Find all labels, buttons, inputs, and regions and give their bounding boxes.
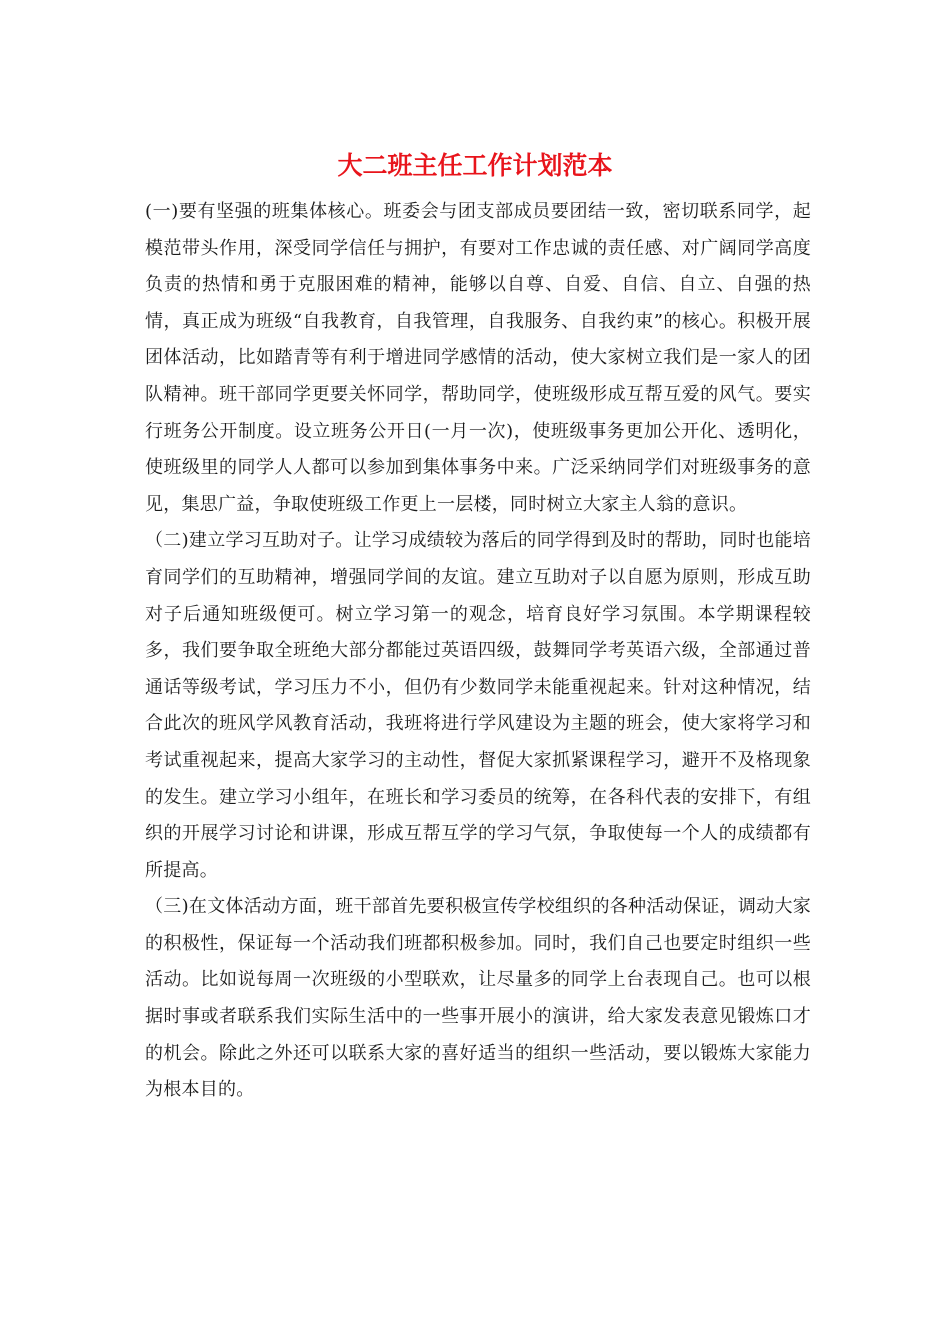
document-title: 大二班主任工作计划范本 [337,151,613,180]
paragraph-1: (一)要有坚强的班集体核心。班委会与团支部成员要团结一致，密切联系同学，起模范带头作用，深受同学信任与拥护，有要对工作忠诚的责任感、对广阔同学高度负责的热情和勇于克服困难的精神，能够以自尊、自爱、自信、自立、自强的热情，真正成为班级“自我教育，自我管理，自我服务、自我约束”的核心。积极开展团体活动，比如踏青等有利于增进同学感情的活动，使大家树立我们是一家人的团队精神。班干部同学更要关怀同学，帮助同学，使班级形成互帮互爱的风气。要实行班务公开制度。设立班务公开日(一月一次)，使班级事务更加公开化、透明化，使班级里的同学人人都可以参加到集体事务中来。广泛采纳同学们对班级事务的意见，集思广益，争取使班级工作更上一层楼，同时树立大家主人翁的意识。 [145,201,811,515]
paragraph-3: （三)在文体活动方面，班干部首先要积极宣传学校组织的各种活动保证，调动大家的积极性，保证每一个活动我们班都积极参加。同时，我们自己也要定时组织一些活动。比如说每周一次班级的小型联欢，让尽量多的同学上台表现自己。也可以根据时事或者联系我们实际生活中的一些事开展小的演讲，给大家发表意见锻炼口才的机会。除此之外还可以联系大家的喜好适当的组织一些活动，要以锻炼大家能力为根本目的。 [145,896,811,1101]
document-body [145,194,811,1109]
paragraph-2: （二)建立学习互助对子。让学习成绩较为落后的同学得到及时的帮助，同时也能培育同学们的互助精神，增强同学间的友谊。建立互助对子以自愿为原则，形成互助对子后通知班级便可。树立学习第一的观念，培育良好学习氛围。本学期课程较多，我们要争取全班绝大部分都能过英语四级，鼓舞同学考英语六级，全部通过普通话等级考试，学习压力不小，但仍有少数同学未能重视起来。针对这种情况，结合此次的班风学风教育活动，我班将进行学风建设为主题的班会，使大家将学习和考试重视起来，提高大家学习的主动性，督促大家抓紧课程学习，避开不及格现象的发生。建立学习小组年，在班长和学习委员的统筹，在各科代表的安排下，有组织的开展学习讨论和讲课，形成互帮互学的学习气氛，争取使每一个人的成绩都有所提高。 [145,530,811,881]
